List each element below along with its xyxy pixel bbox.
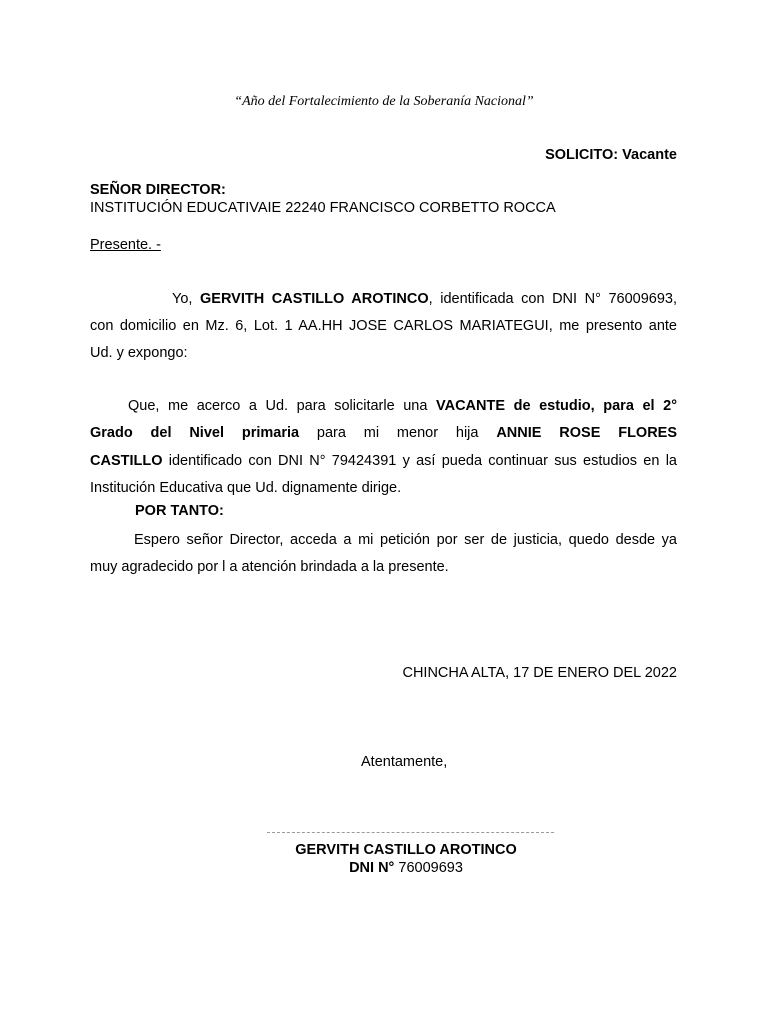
presente-line: Presente. - (90, 237, 161, 253)
addressee-title: SEÑOR DIRECTOR: (90, 182, 226, 198)
paragraph2-l3-bold: CASTILLO (90, 453, 163, 469)
paragraph2-l3-text: identificado con DNI N° 79424391 y así pueda continuar sus estudios en la (168, 453, 677, 469)
applicant-name: GERVITH CASTILLO AROTINCO (200, 291, 429, 307)
solicito-label: SOLICITO: (545, 147, 619, 163)
paragraph2-line3 (90, 451, 677, 471)
paragraph2-l1-bold: VACANTE de estudio, para el 2° (436, 398, 678, 414)
paragraph3-line1: Espero señor Director, acceda a mi petición por ser de justicia, quedo desde ya (134, 532, 677, 548)
paragraph3-line2: muy agradecido por l a atención brindada a la presente. (90, 559, 449, 575)
signature-dni-value: 76009693 (398, 860, 463, 876)
addressee-institution: INSTITUCIÓN EDUCATIVAIE 22240 FRANCISCO CORBETTO ROCCA (90, 200, 556, 216)
paragraph1-yo: Yo, (172, 291, 193, 307)
signature-line (267, 832, 554, 833)
paragraph2-l1-text: Que, me acerco a Ud. para solicitarle una (128, 398, 428, 414)
paragraph2-line1 (128, 396, 677, 416)
paragraph2-line4: Institución Educativa que Ud. dignamente dirige. (90, 480, 402, 496)
date-line: CHINCHA ALTA, 17 DE ENERO DEL 2022 (402, 665, 677, 681)
signature-dni (0, 860, 768, 876)
paragraph1-line1 (172, 289, 677, 309)
solicito-line (545, 147, 677, 163)
daughter-name: ANNIE ROSE FLORES (496, 425, 678, 441)
closing-line: Atentamente, (361, 754, 448, 770)
signature-dni-label: DNI N° (349, 860, 395, 876)
motto-heading: “Año del Fortalecimiento de la Soberanía Nacional” (234, 94, 534, 109)
paragraph1-line3: Ud. y expongo: (90, 345, 188, 361)
signature-name: GERVITH CASTILLO AROTINCO (295, 842, 517, 858)
paragraph1-line1-rest: , identificada con DNI N° 76009693, (428, 291, 678, 307)
paragraph1-line2: con domicilio en Mz. 6, Lot. 1 AA.HH JOSE CARLOS MARIATEGUI, me presento ante (90, 318, 677, 334)
paragraph2-l2-text: para mi menor hija (316, 425, 479, 441)
solicito-value: Vacante (622, 147, 677, 163)
paragraph2-l2-bold: Grado del Nivel primaria (90, 425, 300, 441)
por-tanto-heading: POR TANTO: (135, 503, 224, 519)
paragraph2-line2 (90, 423, 677, 443)
